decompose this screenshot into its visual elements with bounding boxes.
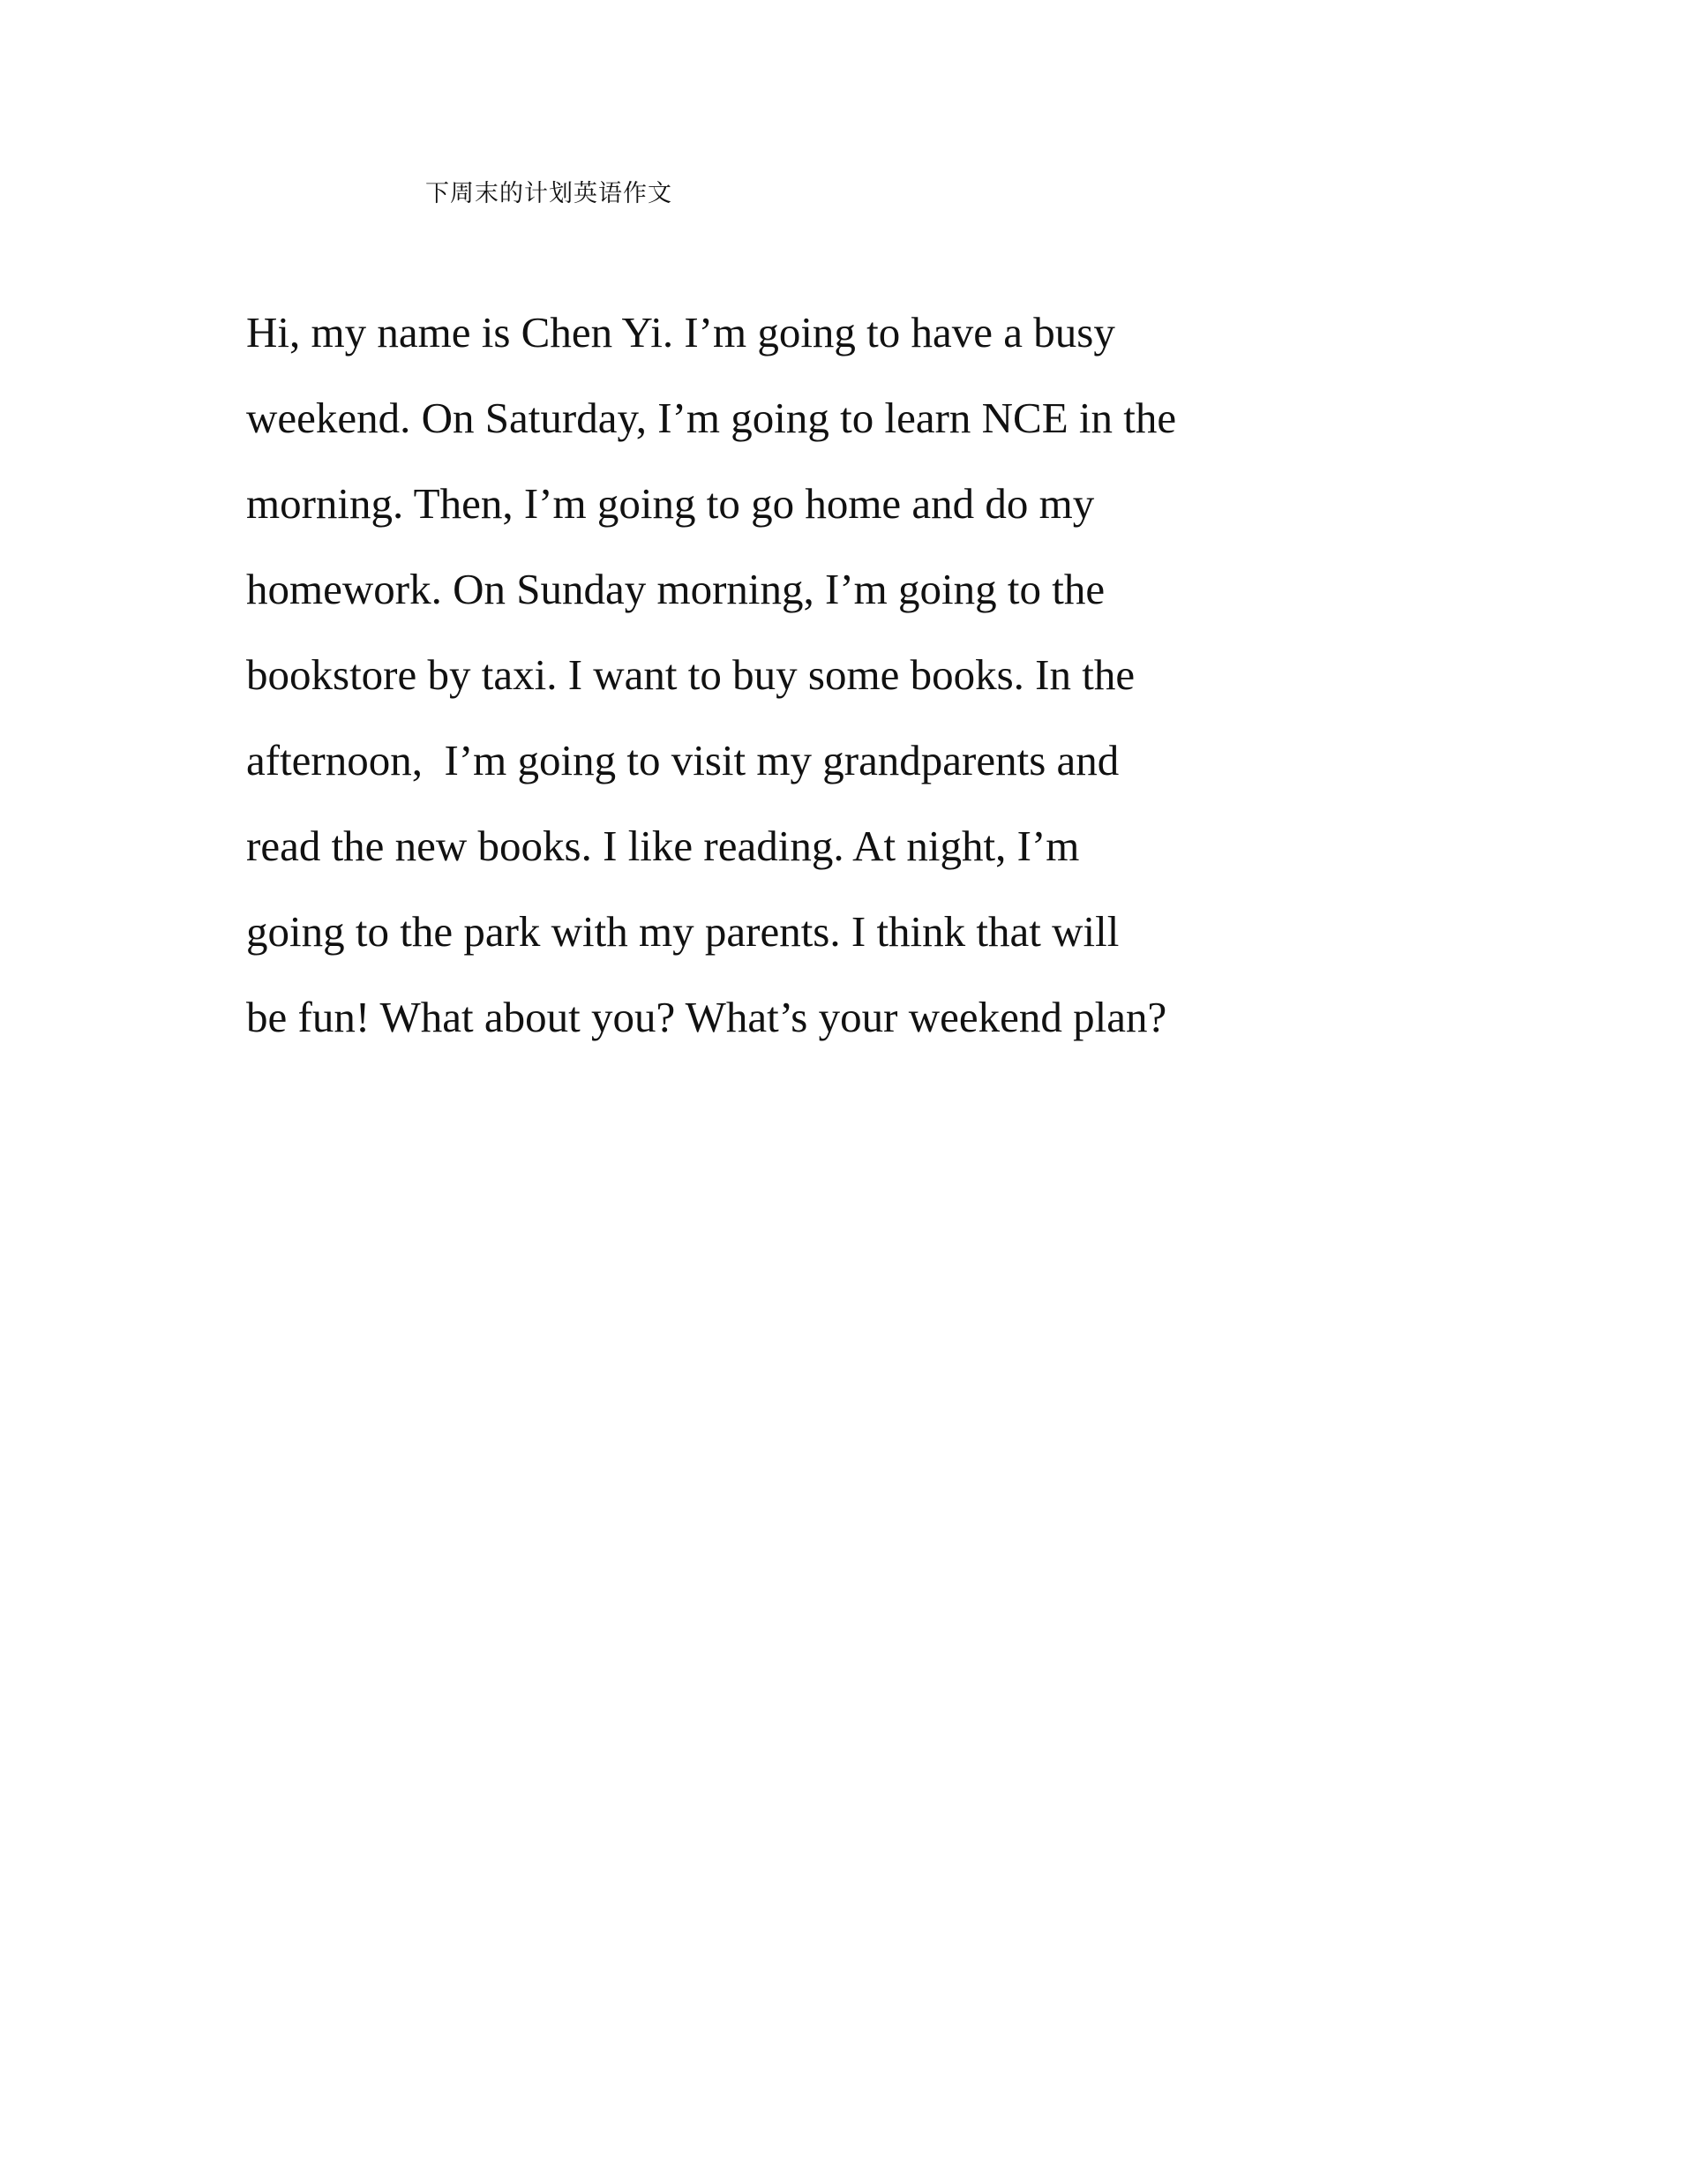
essay-line: going to the park with my parents. I think that will <box>246 907 1120 956</box>
essay-line: bookstore by taxi. I want to buy some books. In the <box>246 650 1136 699</box>
essay-line: afternoon, I’m going to visit my grandparents and <box>246 736 1120 784</box>
essay-body <box>246 300 1570 1070</box>
essay-line: morning. Then, I’m going to go home and do my <box>246 479 1095 528</box>
essay-line: weekend. On Saturday, I’m going to learn NCE in the <box>246 394 1177 442</box>
essay-line: read the new books. I like reading. At night, I’m <box>246 822 1080 870</box>
essay-line: homework. On Sunday morning, I’m going to the <box>246 565 1106 613</box>
document-title: 下周末的计划英语作文 <box>425 180 672 207</box>
essay-line: be fun! What about you? What’s your weekend plan? <box>246 993 1167 1041</box>
essay-line: Hi, my name is Chen Yi. I’m going to have a busy <box>246 308 1115 356</box>
